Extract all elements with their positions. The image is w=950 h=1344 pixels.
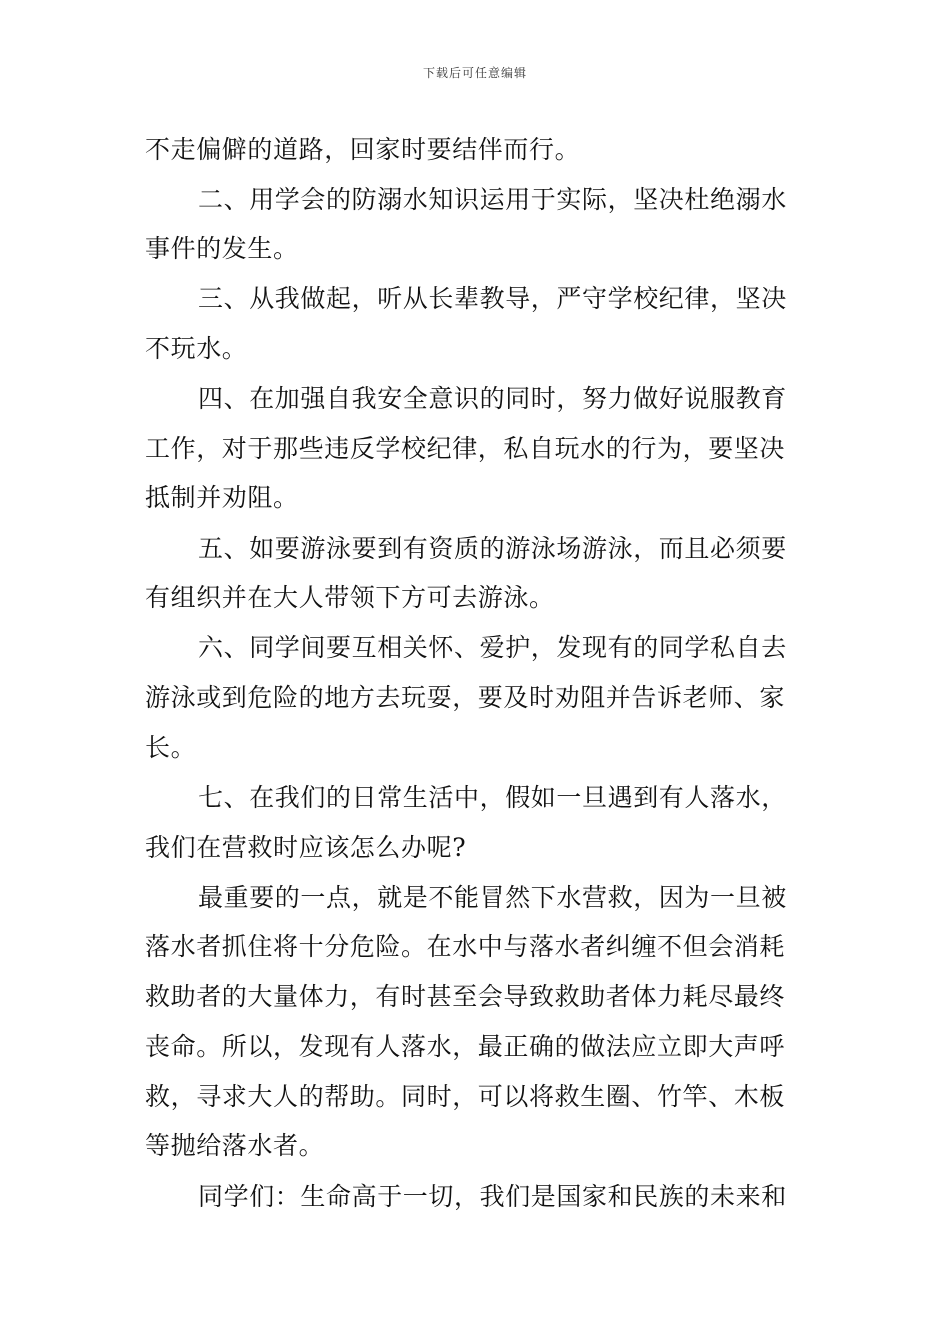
body-line: 不玩水。 [145,334,248,363]
body-line: 二、用学会的防溺水知识运用于实际，坚决杜绝溺水 [198,185,787,214]
body-line: 有组织并在大人带领下方可去游泳。 [145,583,555,612]
body-line: 救，寻求大人的帮助。同时，可以将救生圈、竹竿、木板 [145,1082,786,1111]
body-line: 同学们：生命高于一切，我们是国家和民族的未来和 [198,1182,787,1211]
body-line: 不走偏僻的道路，回家时要结伴而行。 [145,135,581,164]
body-line: 长。 [145,733,197,762]
body-line: 七、在我们的日常生活中，假如一旦遇到有人落水， [198,783,787,812]
body-line: 等抛给落水者。 [145,1131,325,1160]
body-line: 五、如要游泳要到有资质的游泳场游泳，而且必须要 [198,534,787,563]
body-line: 三、从我做起，听从长辈教导，严守学校纪律，坚决 [198,284,787,313]
body-line: 落水者抓住将十分危险。在水中与落水者纠缠不但会消耗 [145,932,786,961]
body-line: 丧命。所以，发现有人落水，最正确的做法应立即大声呼 [145,1032,786,1061]
body-line: 最重要的一点，就是不能冒然下水营救，因为一旦被 [198,883,787,912]
body-line: 我们在营救时应该怎么办呢? [145,833,467,862]
body-line: 救助者的大量体力，有时甚至会导致救助者体力耗尽最终 [145,982,786,1011]
body-line: 事件的发生。 [145,234,299,263]
body-line: 游泳或到危险的地方去玩耍，要及时劝阻并告诉老师、家 [145,683,786,712]
page-header: 下载后可任意编辑 [422,66,527,80]
body-line: 抵制并劝阻。 [145,483,299,512]
body-line: 四、在加强自我安全意识的同时，努力做好说服教育 [198,384,787,413]
body-line: 六、同学间要互相关怀、爱护，发现有的同学私自去 [198,633,787,662]
body-line: 工作，对于那些违反学校纪律，私自玩水的行为，要坚决 [145,434,786,463]
